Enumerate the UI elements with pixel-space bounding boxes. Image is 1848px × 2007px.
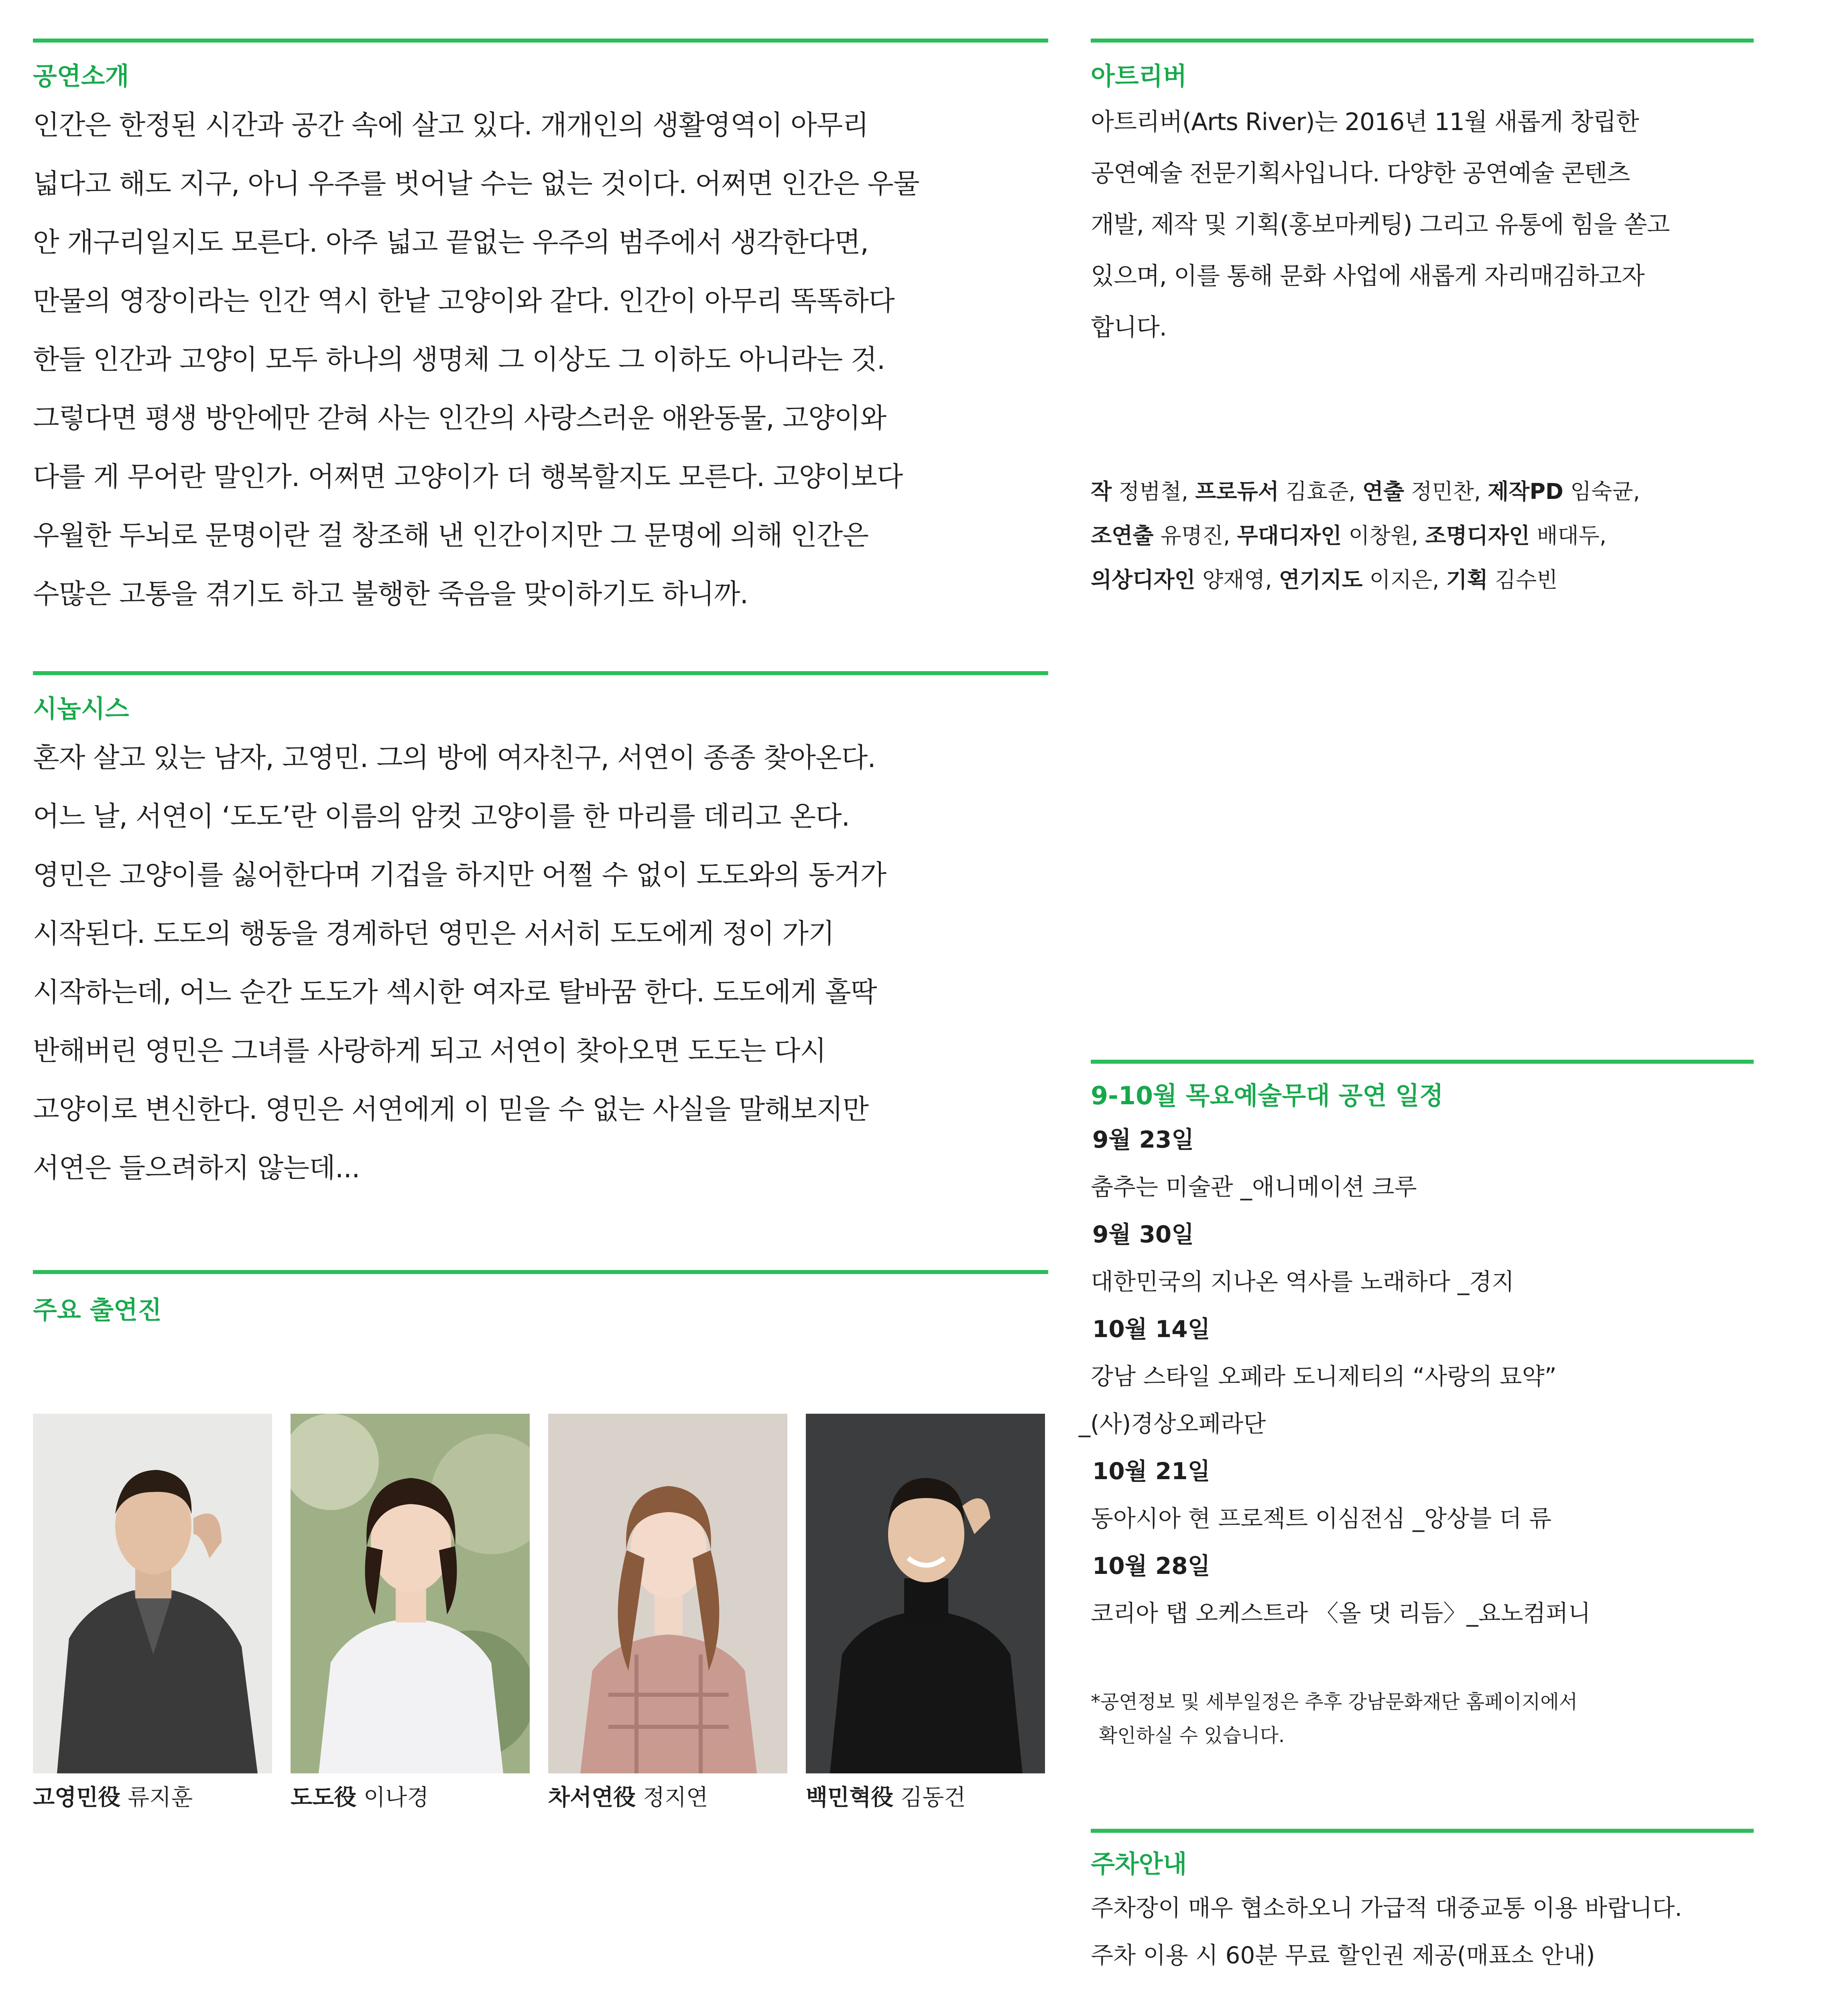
schedule-date: 10월 14일 (1092, 1315, 1210, 1343)
credits-line (1091, 558, 1754, 602)
right-column (1079, 39, 1754, 2007)
cast-actor: 이나경 (364, 1785, 429, 1811)
credits-line (1091, 470, 1754, 514)
intro-line: 그렇다면 평생 방안에만 갇혀 사는 인간의 사랑스러운 애완동물, 고양이와 (33, 403, 886, 434)
cast-actor: 정지연 (643, 1785, 708, 1811)
credit-role: 작 (1091, 479, 1112, 504)
parking-line: 주차 이용 시 60분 무료 할인권 제공(매표소 안내) (1091, 1942, 1595, 1969)
cast-photo-kim-donggun (806, 1414, 1045, 1773)
parking-section (1091, 1829, 1754, 1979)
schedule-divider (1091, 1060, 1754, 1064)
cast-actor: 류지훈 (128, 1785, 193, 1811)
credits-line (1091, 514, 1754, 558)
company-line: 아트리버(Arts River)는 2016년 11월 새롭게 창립한 (1091, 108, 1639, 136)
schedule-item: 춤추는 미술관 _애니메이션 크루 (1091, 1173, 1417, 1201)
cast-card (291, 1414, 530, 1816)
company-line: 합니다. (1091, 313, 1167, 342)
credit-name: 정민찬, (1411, 479, 1488, 504)
intro-text (33, 96, 1048, 624)
synopsis-line: 반해버린 영민은 그녀를 사랑하게 되고 서연이 찾아오면 도도는 다시 (33, 1035, 826, 1067)
intro-line: 안 개구리일지도 모른다. 아주 넓고 끝없는 우주의 범주에서 생각한다면, (33, 227, 869, 259)
cast-actor: 김동건 (901, 1785, 966, 1811)
synopsis-line: 혼자 살고 있는 남자, 고영민. 그의 방에 여자친구, 서연이 종종 찾아온다. (33, 742, 876, 774)
cast-photo-row (33, 1414, 1048, 1816)
cast-photo-illustration (33, 1414, 272, 1773)
cast-photo-ryu-jihoon (33, 1414, 272, 1773)
parking-line: 주차장이 매우 협소하오니 가급적 대중교통 이용 바랍니다. (1091, 1894, 1682, 1922)
schedule-item: 강남 스타일 오페라 도니제티의 “사랑의 묘약” (1091, 1363, 1557, 1390)
credit-role: 조명디자인 (1425, 523, 1530, 548)
credit-role: 기획 (1446, 567, 1488, 592)
cast-photo-lee-nakyung (291, 1414, 530, 1773)
credit-role: 의상디자인 (1091, 567, 1195, 592)
schedule-date: 9월 30일 (1092, 1221, 1194, 1248)
credit-name: 배대두, (1537, 523, 1606, 548)
company-line: 개발, 제작 및 기획(홍보마케팅) 그리고 유통에 힘을 쏟고 (1091, 211, 1670, 239)
company-section (1091, 39, 1754, 602)
credit-role: 무대디자인 (1237, 523, 1342, 548)
cast-photo-illustration (548, 1414, 787, 1773)
intro-line: 우월한 두뇌로 문명이란 걸 창조해 낸 인간이지만 그 문명에 의해 인간은 (33, 520, 869, 552)
cast-role: 백민혁役 (806, 1785, 894, 1811)
synopsis-title: 시놉시스 (33, 694, 129, 723)
intro-line: 넓다고 해도 지구, 아니 우주를 벗어날 수는 없는 것이다. 어쩌면 인간은 우물 (33, 168, 919, 200)
synopsis-line: 영민은 고양이를 싫어한다며 기겁을 하지만 어쩔 수 없이 도도와의 동거가 (33, 859, 886, 891)
schedule-item: _(사)경상오페라단 (1079, 1410, 1266, 1437)
credit-name: 이창원, (1348, 523, 1425, 548)
schedule-date: 9월 23일 (1092, 1126, 1194, 1153)
synopsis-line: 어느 날, 서연이 ‘도도’란 이름의 암컷 고양이를 한 마리를 데리고 온다. (33, 801, 850, 833)
parking-divider (1091, 1829, 1754, 1833)
company-line: 공연예술 전문기획사입니다. 다양한 공연예술 콘텐츠 (1091, 159, 1630, 187)
company-divider (1091, 39, 1754, 43)
synopsis-line: 시작하는데, 어느 순간 도도가 섹시한 여자로 탈바꿈 한다. 도도에게 홀딱 (33, 977, 877, 1008)
credit-role: 제작PD (1488, 479, 1563, 504)
credit-name: 임숙균, (1570, 479, 1640, 504)
company-text (1091, 96, 1754, 353)
cast-role: 차서연役 (548, 1785, 636, 1811)
note-line: 확인하실 수 있습니다. (1099, 1724, 1285, 1747)
cast-role: 도도役 (291, 1785, 357, 1811)
credit-name: 김수빈 (1494, 567, 1558, 592)
schedule-item: 동아시아 현 프로젝트 이심전심 _앙상블 더 류 (1091, 1505, 1552, 1532)
company-title: 아트리버 (1091, 61, 1187, 91)
note-line: *공연정보 및 세부일정은 추후 강남문화재단 홈페이지에서 (1091, 1691, 1578, 1713)
schedule-date: 10월 28일 (1092, 1552, 1210, 1580)
production-credits (1091, 470, 1754, 602)
cast-card (33, 1414, 272, 1816)
intro-line: 다를 게 무어란 말인가. 어쩌면 고양이가 더 행복할지도 모른다. 고양이보다 (33, 461, 903, 493)
cast-title: 주요 출연진 (33, 1295, 162, 1325)
synopsis-divider (33, 671, 1048, 675)
schedule-title: 9-10월 목요예술무대 공연 일정 (1091, 1081, 1443, 1110)
credit-name: 김효준, (1286, 479, 1362, 504)
intro-line: 만물의 영장이라는 인간 역시 한낱 고양이와 같다. 인간이 아무리 똑똑하다 (33, 285, 895, 317)
cast-role: 고영민役 (33, 1785, 121, 1811)
cast-photo-jung-jiyeon (548, 1414, 787, 1773)
cast-caption (806, 1780, 1045, 1816)
synopsis-line: 고양이로 변신한다. 영민은 서연에게 이 믿을 수 없는 사실을 말해보지만 (33, 1094, 869, 1126)
cast-photo-illustration (806, 1414, 1045, 1773)
credit-name: 유명진, (1160, 523, 1237, 548)
cast-section (33, 1270, 1048, 1816)
credit-role: 연출 (1362, 479, 1405, 504)
intro-line: 한들 인간과 고양이 모두 하나의 생명체 그 이상도 그 이하도 아니라는 것. (33, 344, 885, 376)
synopsis-text (33, 729, 1048, 1198)
intro-title: 공연소개 (33, 61, 129, 91)
credit-role: 조연출 (1091, 523, 1154, 548)
schedule-date: 10월 21일 (1092, 1457, 1210, 1485)
cast-card (806, 1414, 1045, 1816)
synopsis-line: 시작된다. 도도의 행동을 경계하던 영민은 서서히 도도에게 정이 가기 (33, 918, 834, 950)
credit-name: 정범철, (1118, 479, 1195, 504)
schedule-note (1091, 1685, 1754, 1753)
synopsis-line: 서연은 들으려하지 않는데... (33, 1152, 360, 1184)
credit-name: 양재영, (1202, 567, 1279, 592)
cast-card (548, 1414, 787, 1816)
schedule-section (1079, 1060, 1754, 1753)
intro-divider (33, 39, 1048, 43)
cast-caption (291, 1780, 530, 1816)
intro-line: 수많은 고통을 겪기도 하고 불행한 죽음을 맞이하기도 하니까. (33, 578, 748, 610)
left-column (33, 39, 1048, 1816)
cast-caption (548, 1780, 787, 1816)
synopsis-section (33, 671, 1048, 1198)
cast-photo-illustration (291, 1414, 530, 1773)
company-line: 있으며, 이를 통해 문화 사업에 새롭게 자리매김하고자 (1091, 262, 1645, 290)
intro-section (33, 39, 1048, 624)
credit-role: 프로듀서 (1195, 479, 1279, 504)
parking-title: 주차안내 (1091, 1849, 1187, 1879)
credit-name: 이지은, (1369, 567, 1446, 592)
cast-caption (33, 1780, 272, 1816)
schedule-item: 대한민국의 지나온 역사를 노래하다 _경지 (1091, 1268, 1515, 1295)
credit-role: 연기지도 (1279, 567, 1363, 592)
cast-divider (33, 1270, 1048, 1274)
schedule-item: 코리아 탭 오케스트라 〈올 댓 리듬〉_요노컴퍼니 (1091, 1600, 1591, 1627)
intro-line: 인간은 한정된 시간과 공간 속에 살고 있다. 개개인의 생활영역이 아무리 (33, 110, 869, 141)
